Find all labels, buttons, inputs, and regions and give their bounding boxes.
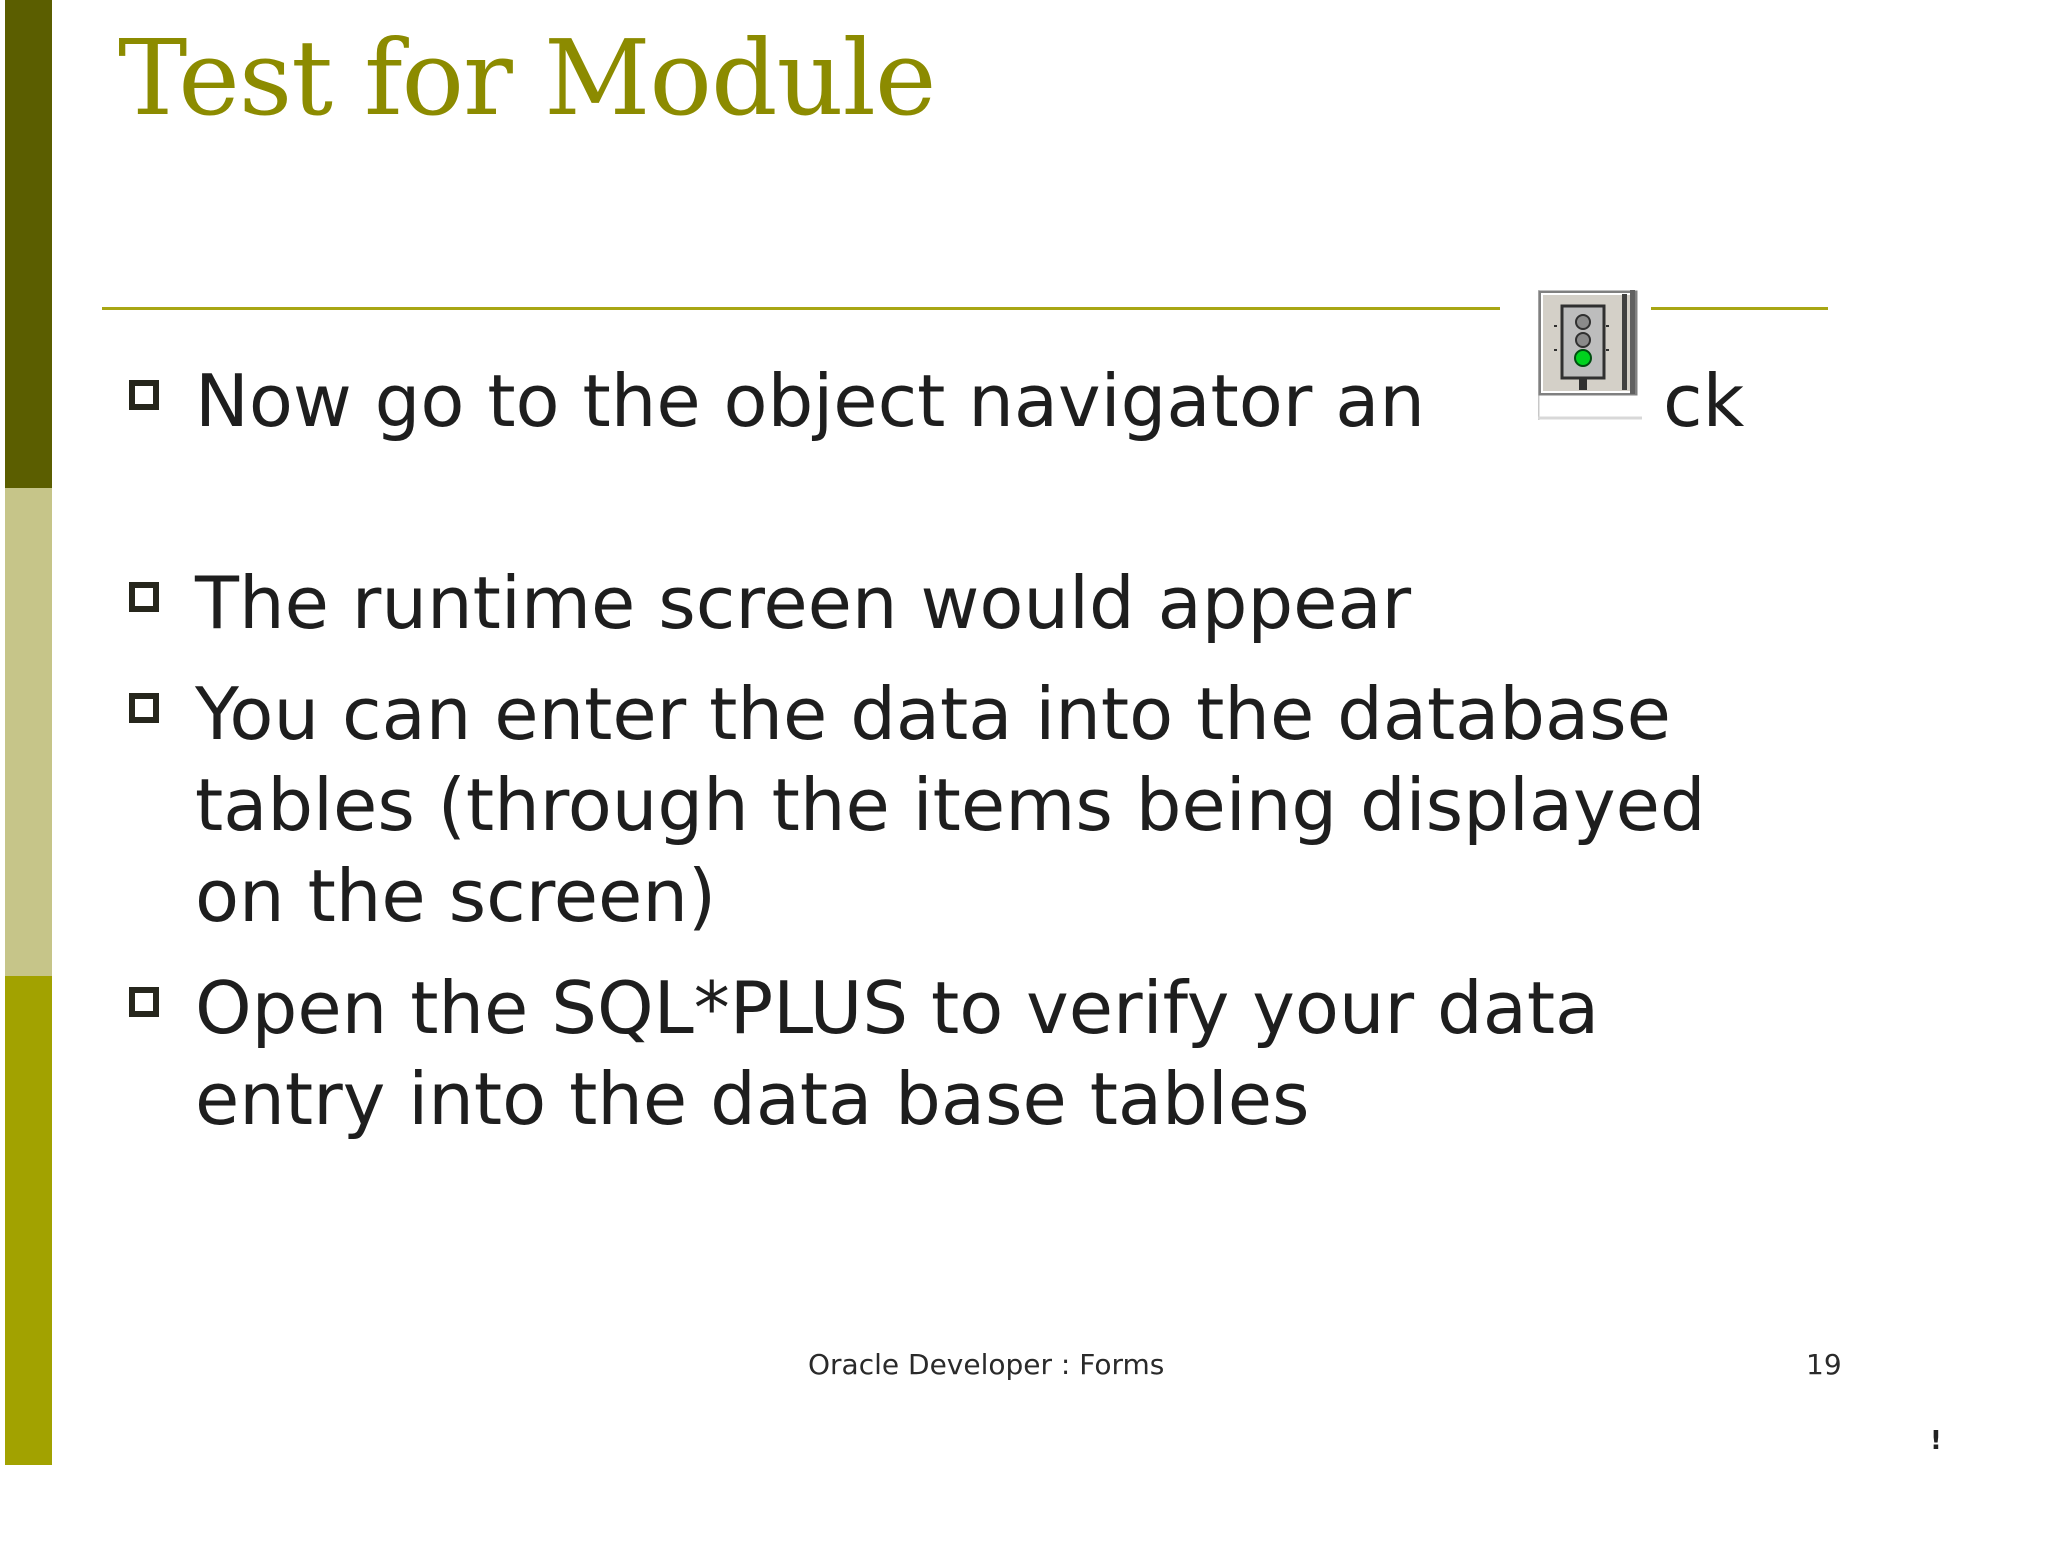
bullet-4-line-2: entry into the data base tables xyxy=(195,1057,1310,1141)
bullet-1-text-a: Now go to the object navigator an xyxy=(195,359,1426,443)
bullet-2-text: The runtime screen would appear xyxy=(195,561,1412,645)
bullet-3-line-2: tables (through the items being displayed xyxy=(195,763,1706,847)
footer-title: Oracle Developer : Forms xyxy=(808,1348,1165,1381)
title-divider-left xyxy=(102,307,1500,310)
corner-mark: ! xyxy=(1930,1426,1942,1456)
side-accent-bar-middle xyxy=(5,488,52,976)
side-accent-bar-bottom xyxy=(5,976,52,1465)
bullet-3-line-3: on the screen) xyxy=(195,854,717,938)
run-form-traffic-light-icon xyxy=(1538,290,1642,420)
bullet-marker xyxy=(129,582,159,612)
title-divider-right xyxy=(1651,307,1828,310)
side-accent-bar-top xyxy=(5,0,52,488)
bullet-marker xyxy=(129,380,159,410)
bullet-4-line-1: Open the SQL*PLUS to verify your data xyxy=(195,966,1600,1050)
bullet-marker xyxy=(129,987,159,1017)
bullet-1-text-b: ck xyxy=(1663,359,1745,443)
slide-title: Test for Module xyxy=(118,17,936,139)
page-number: 19 xyxy=(1806,1348,1842,1381)
bullet-3-line-1: You can enter the data into the database xyxy=(195,672,1671,756)
bullet-marker xyxy=(129,693,159,723)
